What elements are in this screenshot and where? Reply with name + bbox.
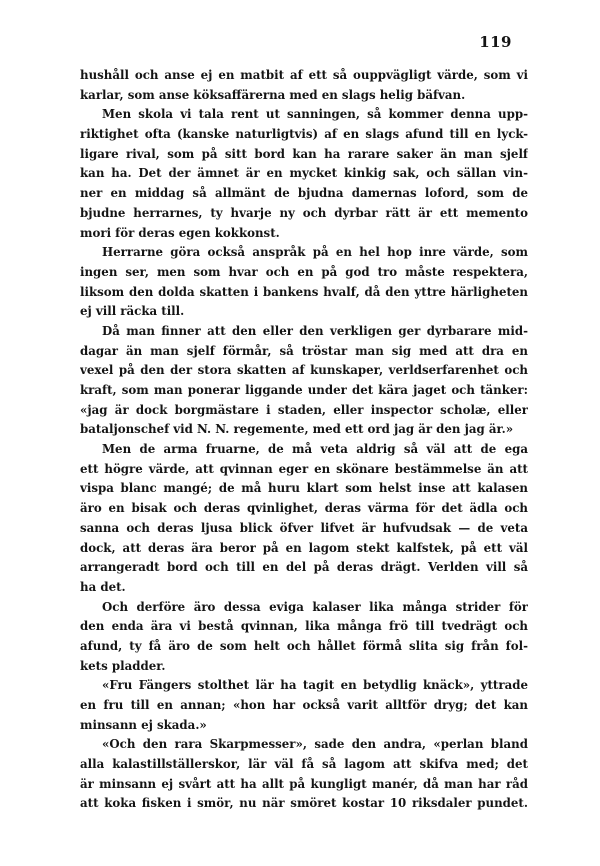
text-line: sanna och deras ljusa blick öfver lifvet är hufvudsak — de veta (80, 520, 528, 535)
text-line: den enda ära vi bestå qvinnan, lika många frö till tvedrägt och (80, 619, 528, 634)
text-line: ej vill räcka till. (80, 304, 185, 319)
text-line: ha det. (80, 579, 126, 594)
text-line: äro en bisak och deras qvinlighet, deras värma för det ädla och (80, 501, 528, 516)
text-line: kets pladder. (80, 658, 166, 673)
text-line: dock, att deras ära beror på en lagom stekt kalfstek, på ett väl (80, 540, 528, 555)
text-line: riktighet ofta (kanske naturligtvis) af en slags afund till en lyck- (80, 127, 528, 142)
text-line: arrangeradt bord och till en del på deras drägt. Verlden vill så (80, 560, 528, 575)
text-line: karlar, som anse köksaffärerna med en slags helig bäfvan. (80, 87, 466, 102)
text-line: minsann ej skada.» (80, 717, 207, 732)
text-line: «jag är dock borgmästare i staden, eller inspector scholæ, eller (80, 402, 528, 417)
text-line: hushåll och anse ej en matbit af ett så ouppvägligt värde, som vi (80, 68, 528, 82)
text-line: att koka fisken i smör, nu när smöret kostar 10 riksdaler pundet. (80, 796, 528, 811)
text-line: bataljonschef vid N. N. regemente, med ett ord jag är den jag är.» (80, 422, 514, 437)
text-line: Men skola vi tala rent ut sanningen, så kommer denna upp- (102, 107, 528, 122)
text-line: ingen ser, men som hvar och en på god tro måste respektera, (80, 264, 528, 279)
page-number: 119 (479, 33, 512, 51)
text-line: Då man finner att den eller den verkligen ger dyrbarare mid- (102, 323, 528, 338)
text-line: Men de arma fruarne, de må veta aldrig så väl att de ega (102, 442, 528, 457)
body-text (80, 66, 528, 814)
text-line: vispa blanc mangé; de må huru klart som helst inse att kalasen (80, 481, 528, 496)
text-line: vexel på den der stora skatten af kunskaper, verldserfarenhet och (80, 363, 528, 378)
text-line: ligare rival, som på sitt bord kan ha rarare saker än man sjelf (80, 146, 528, 161)
text-line: Och derföre äro dessa eviga kalaser lika många strider för (102, 599, 528, 614)
text-line: kan ha. Det der ämnet är en mycket kinkig sak, och sällan vin- (80, 166, 528, 181)
text-line: ner en middag så allmänt de bjudna damernas loford, som de (80, 186, 528, 201)
text-line: Herrarne göra också anspråk på en hel hop inre värde, som (102, 245, 528, 260)
text-line: afund, ty få äro de som helt och hållet förmå slita sig från fol- (80, 638, 528, 653)
text-line: dagar än man sjelf förmår, så tröstar man sig med att dra en (80, 343, 528, 358)
text-line: kraft, som man ponerar liggande under det kära jaget och tänker: (80, 383, 528, 397)
text-line: alla kalastillställerskor, lär väl få så lagom att skifva med; det (80, 757, 528, 772)
text-line: är minsann ej svårt att ha allt på kungligt manér, då man har råd (80, 776, 528, 791)
text-line: bjudne herrarnes, ty hvarje ny och dyrbar rätt är ett memento (80, 205, 528, 220)
text-line: «Och den rara Skarpmesser», sade den andra, «perlan bland (102, 737, 528, 752)
text-line: ett högre värde, att qvinnan eger en skönare bestämmelse än att (80, 461, 528, 476)
text-line: en fru till en annan; «hon har också varit alltför dryg; det kan (80, 698, 528, 712)
text-line: mori för deras egen kokkonst. (80, 225, 280, 240)
text-line: «Fru Fängers stolthet lär ha tagit en betydlig knäck», yttrade (102, 678, 528, 693)
text-line: liksom den dolda skatten i bankens hvalf, då den yttre härligheten (80, 284, 528, 299)
